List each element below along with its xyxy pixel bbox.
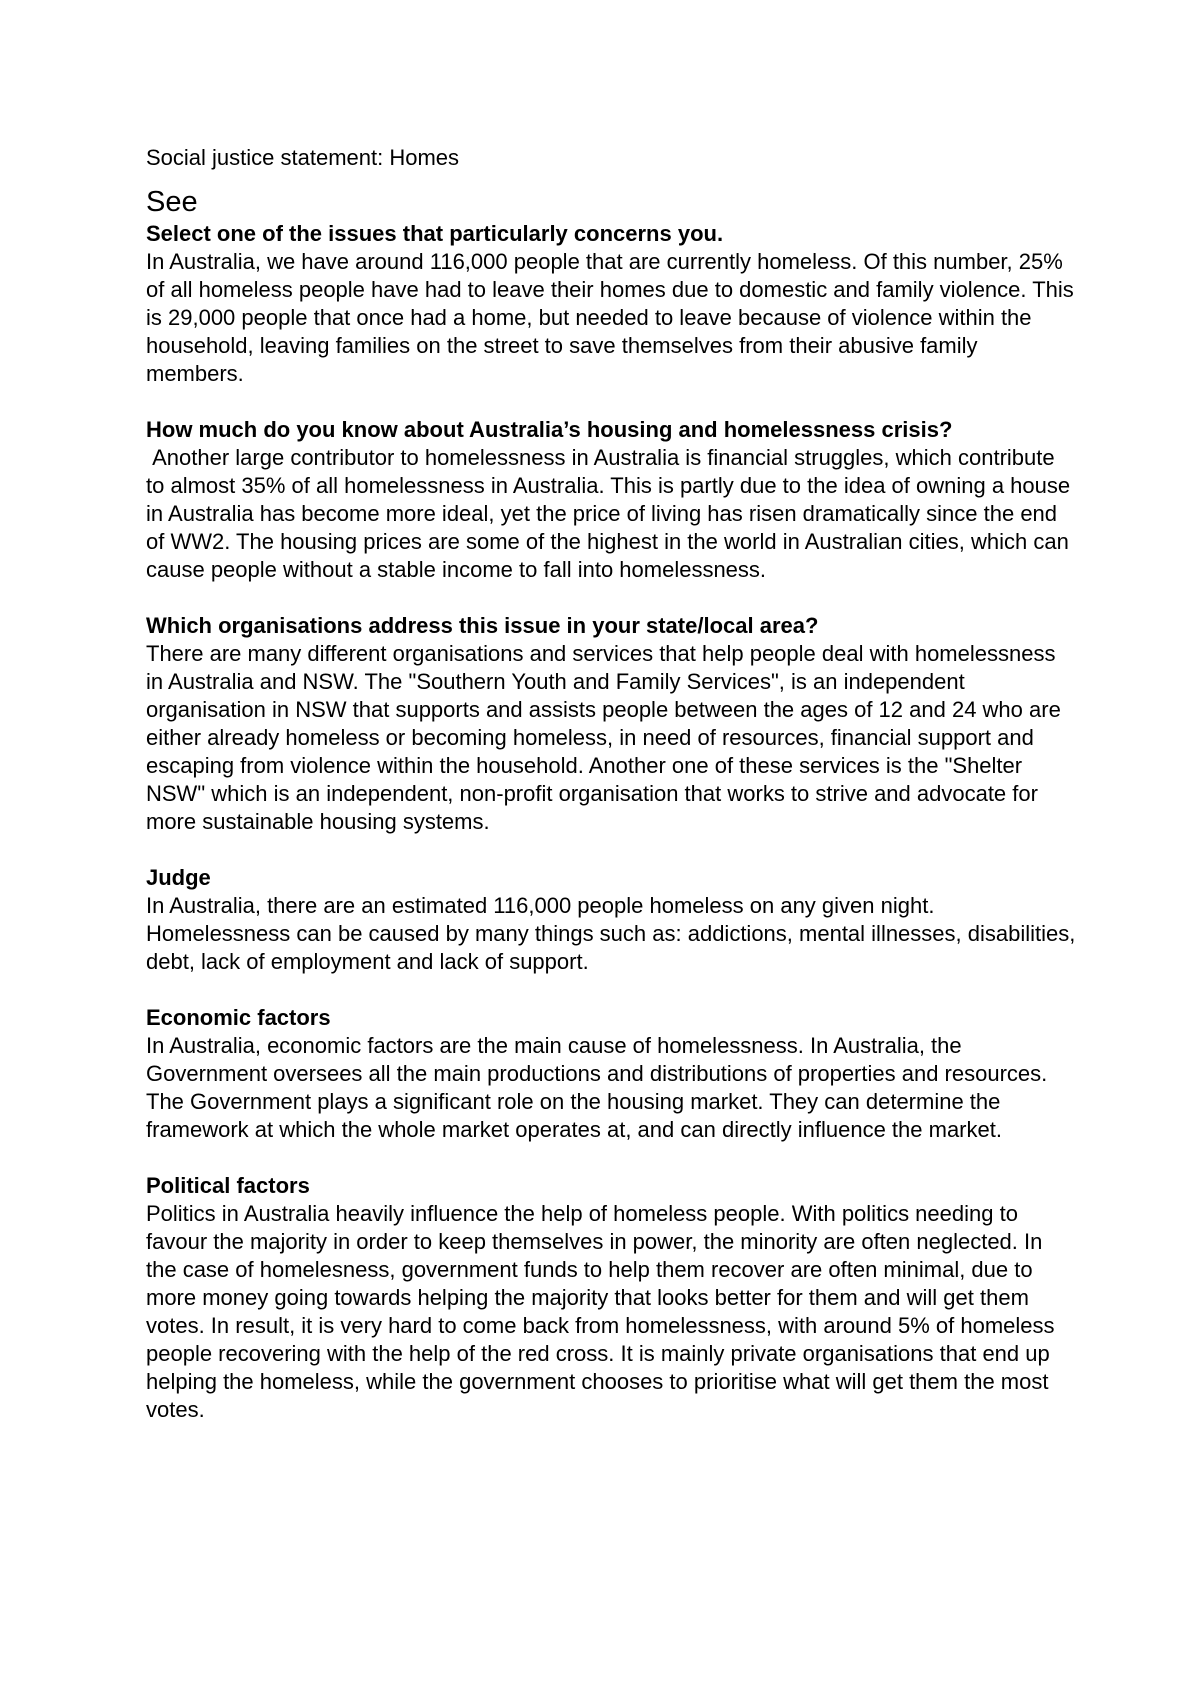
section-heading: Economic factors bbox=[146, 1005, 331, 1030]
section-select-issue bbox=[146, 220, 1076, 388]
section-heading: Which organisations address this issue in your state/local area? bbox=[146, 613, 819, 638]
section-heading: Select one of the issues that particularly concerns you. bbox=[146, 221, 724, 246]
section-judge bbox=[146, 864, 1076, 976]
section-economic-factors bbox=[146, 1004, 1076, 1144]
see-heading: See bbox=[146, 186, 198, 218]
section-body: There are many different organisations and services that help people deal with homelessness in Australia and NSW. The "Southern Youth and Family Services", is an independent organisation in NSW that supports and assists people between the ages of 12 and 24 who are either already homeless or becoming homeless, in need of resources, financial support and escaping from violence within the household. Another one of these services is the "Shelter NSW" which is an independent, non-profit organisation that works to strive and advocate for more sustainable housing systems. bbox=[146, 641, 1061, 834]
document-title: Social justice statement: Homes bbox=[146, 145, 460, 170]
section-political-factors bbox=[146, 1172, 1076, 1424]
section-body: In Australia, there are an estimated 116,000 people homeless on any given night. Homelessness can be caused by many things such as: addictions, mental illnesses, disabilities, debt, lack of employment and lack of support. bbox=[146, 893, 1076, 974]
section-heading: How much do you know about Australia’s housing and homelessness crisis? bbox=[146, 417, 953, 442]
section-heading: Political factors bbox=[146, 1173, 310, 1198]
document-page bbox=[146, 144, 1076, 1452]
section-housing-crisis bbox=[146, 416, 1076, 584]
section-body: Politics in Australia heavily influence the help of homeless people. With politics needing to favour the majority in order to keep themselves in power, the minority are often neglected. In the case of homelesness, government funds to help them recover are often minimal, due to more money going towards helping the majority that looks better for them and will get them votes. In result, it is very hard to come back from homelessness, with around 5% of homeless people recovering with the help of the red cross. It is mainly private organisations that end up helping the homeless, while the government chooses to prioritise what will get them the most votes. bbox=[146, 1201, 1055, 1422]
section-heading: Judge bbox=[146, 865, 211, 890]
section-body: In Australia, economic factors are the main cause of homelessness. In Australia, the Government oversees all the main productions and distributions of properties and resources. The Government plays a significant role on the housing market. They can determine the framework at which the whole market operates at, and can directly influence the market. bbox=[146, 1033, 1048, 1142]
section-body: Another large contributor to homelessness in Australia is financial struggles, which contribute to almost 35% of all homelessness in Australia. This is partly due to the idea of owning a house in Australia has become more ideal, yet the price of living has risen dramatically since the end of WW2. The housing prices are some of the highest in the world in Australian cities, which can cause people without a stable income to fall into homelessness. bbox=[146, 445, 1077, 582]
section-organisations bbox=[146, 612, 1076, 836]
section-body: In Australia, we have around 116,000 people that are currently homeless. Of this number, 25% of all homeless people have had to leave their homes due to domestic and family violence. This is 29,000 people that once had a home, but needed to leave because of violence within the household, leaving families on the street to save themselves from their abusive family members. bbox=[146, 249, 1074, 386]
